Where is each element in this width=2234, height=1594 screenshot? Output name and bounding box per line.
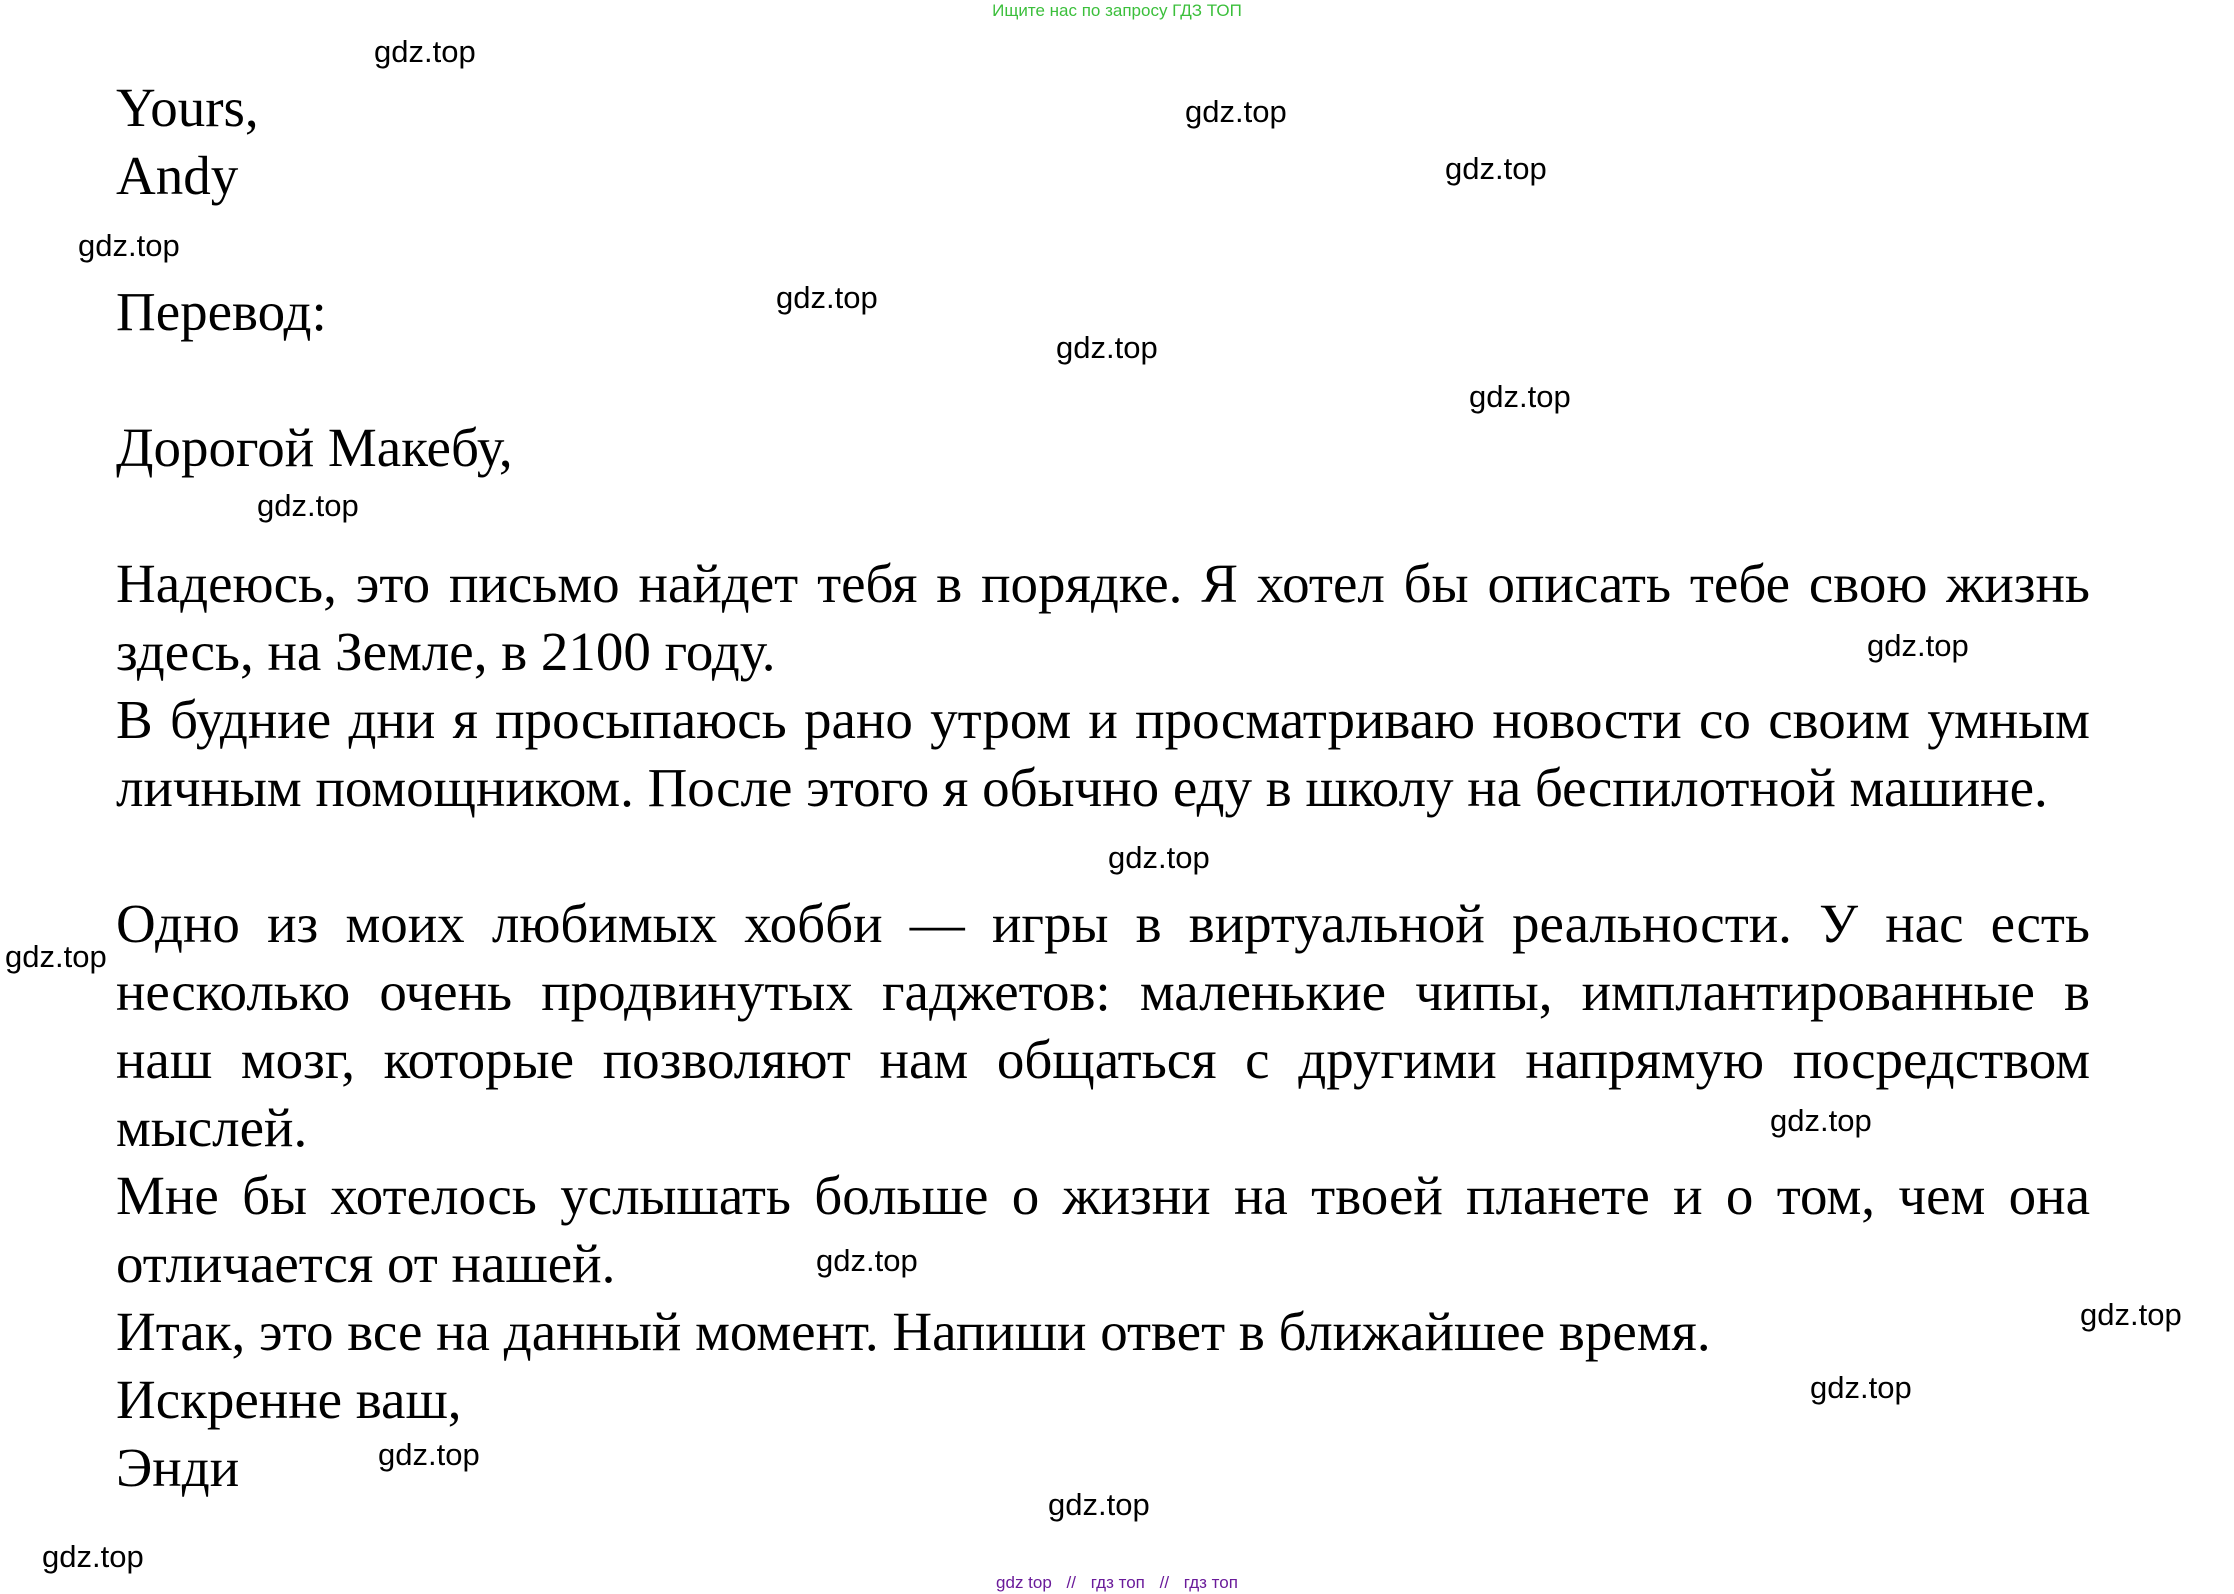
watermark: gdz.top [1770, 1103, 1872, 1138]
paragraph-1: Надеюсь, это письмо найдет тебя в порядке. Я хотел бы описать тебе свою жизнь здесь, на Земле, в 2100 году. [116, 553, 2090, 682]
paragraph-4: Мне бы хотелось услышать больше о жизни на твоей планете и о том, чем она отличается от нашей. [116, 1165, 2090, 1294]
footer-separator: // [1066, 1573, 1076, 1592]
watermark: gdz.top [374, 34, 476, 69]
footer-separator: // [1159, 1573, 1170, 1592]
paragraph-2: В будние дни я просыпаюсь рано утром и просматриваю новости со своим умным личным помощником. После этого я обычно еду в школу на беспилотной машине. [116, 689, 2090, 818]
paragraph-5: Итак, это все на данный момент. Напиши ответ в ближайшее время. [116, 1301, 1711, 1362]
signature-ru: Энди [116, 1437, 240, 1498]
watermark: gdz.top [1867, 628, 1969, 663]
watermark: gdz.top [816, 1243, 918, 1278]
footer-link-gdz-top-ru[interactable]: гдз топ [1090, 1573, 1145, 1592]
watermark: gdz.top [776, 280, 878, 315]
watermark: gdz.top [1108, 840, 1210, 875]
watermark: gdz.top [1445, 151, 1547, 186]
closing-en: Yours, [116, 77, 259, 138]
footer-link-gdz-top[interactable]: gdz top [996, 1573, 1052, 1592]
greeting-ru: Дорогой Макебу, [116, 417, 513, 478]
watermark: gdz.top [1056, 330, 1158, 365]
paragraph-3: Одно из моих любимых хобби — игры в виртуальной реальности. У нас есть несколько очень продвинутых гаджетов: маленькие чипы, имплантированные в наш мозг, которые позволяют нам общаться с другими напрямую посредством мыслей. [116, 893, 2090, 1158]
signature-en: Andy [116, 145, 239, 206]
watermark: gdz.top [257, 488, 359, 523]
watermark: gdz.top [2080, 1297, 2182, 1332]
footer [0, 1573, 2234, 1593]
watermark: gdz.top [42, 1539, 144, 1574]
watermark: gdz.top [1469, 379, 1571, 414]
footer-link-gdz-top-ru-2[interactable]: гдз топ [1183, 1573, 1238, 1592]
watermark: gdz.top [5, 939, 107, 974]
watermark: gdz.top [1048, 1487, 1150, 1522]
translation-label: Перевод: [116, 281, 327, 342]
watermark: gdz.top [1810, 1370, 1912, 1405]
watermark: gdz.top [78, 228, 180, 263]
watermark: gdz.top [378, 1437, 480, 1472]
watermark: gdz.top [1185, 94, 1287, 129]
closing-ru: Искренне ваш, [116, 1369, 462, 1430]
top-banner: Ищите нас по запросу ГДЗ ТОП [992, 1, 1242, 20]
